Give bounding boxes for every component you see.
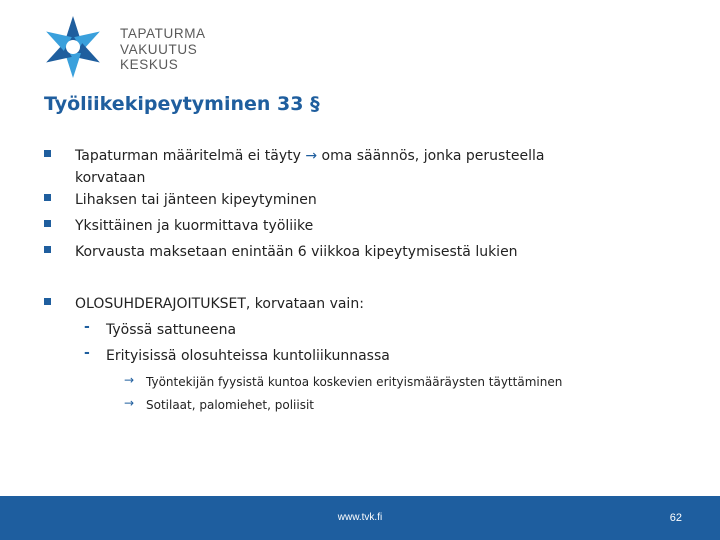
logo-line-1: TAPATURMA: [120, 26, 206, 41]
arrow-item-text: Sotilaat, palomiehet, poliisit: [146, 398, 314, 412]
footer-url-link[interactable]: www.tvk.fi: [337, 512, 383, 523]
bullet-text: Yksittäinen ja kuormittava työliike: [75, 218, 314, 234]
star-logo-icon: [40, 14, 106, 80]
bullet-text: Lihaksen tai jänteen kipeytyminen: [75, 192, 317, 208]
bullet-marker: [44, 194, 51, 201]
bullet-text: Korvausta maksetaan enintään 6 viikkoa kipeytymisestä lukien: [75, 244, 518, 260]
page-number: 62: [669, 512, 682, 524]
logo-line-2: VAKUUTUS: [120, 41, 198, 57]
arrow-right-icon: →: [305, 148, 318, 164]
bullet-text-part: oma säännös, jonka perusteella: [321, 148, 545, 164]
sub-item-text: Työssä sattuneena: [106, 322, 237, 338]
sub-item-text: Erityisissä olosuhteissa kuntoliikunnassa: [106, 348, 390, 364]
bullet-marker: [44, 298, 51, 305]
logo-wordmark: [120, 26, 206, 73]
footer-bar: [0, 496, 720, 540]
bullet-text-part: Tapaturman määritelmä ei täyty: [75, 148, 301, 164]
bullet-text-continuation: korvataan: [75, 170, 146, 186]
dash-marker: -: [84, 345, 90, 361]
dash-marker: -: [84, 319, 90, 335]
logo-line-3: KESKUS: [120, 57, 179, 72]
arrow-right-icon: →: [124, 396, 135, 410]
logo: [40, 14, 220, 78]
bullet-marker: [44, 150, 51, 157]
bullet-marker: [44, 246, 51, 253]
arrow-right-icon: →: [124, 373, 135, 387]
arrow-item-text: Työntekijän fyysistä kuntoa koskevien erityismääräysten täyttäminen: [146, 375, 563, 389]
bullet-marker: [44, 220, 51, 227]
slide-title: Työliikekipeytyminen 33 §: [44, 93, 320, 115]
bullet-text: [75, 145, 544, 189]
bullet-text: OLOSUHDERAJOITUKSET, korvataan vain:: [75, 296, 364, 312]
